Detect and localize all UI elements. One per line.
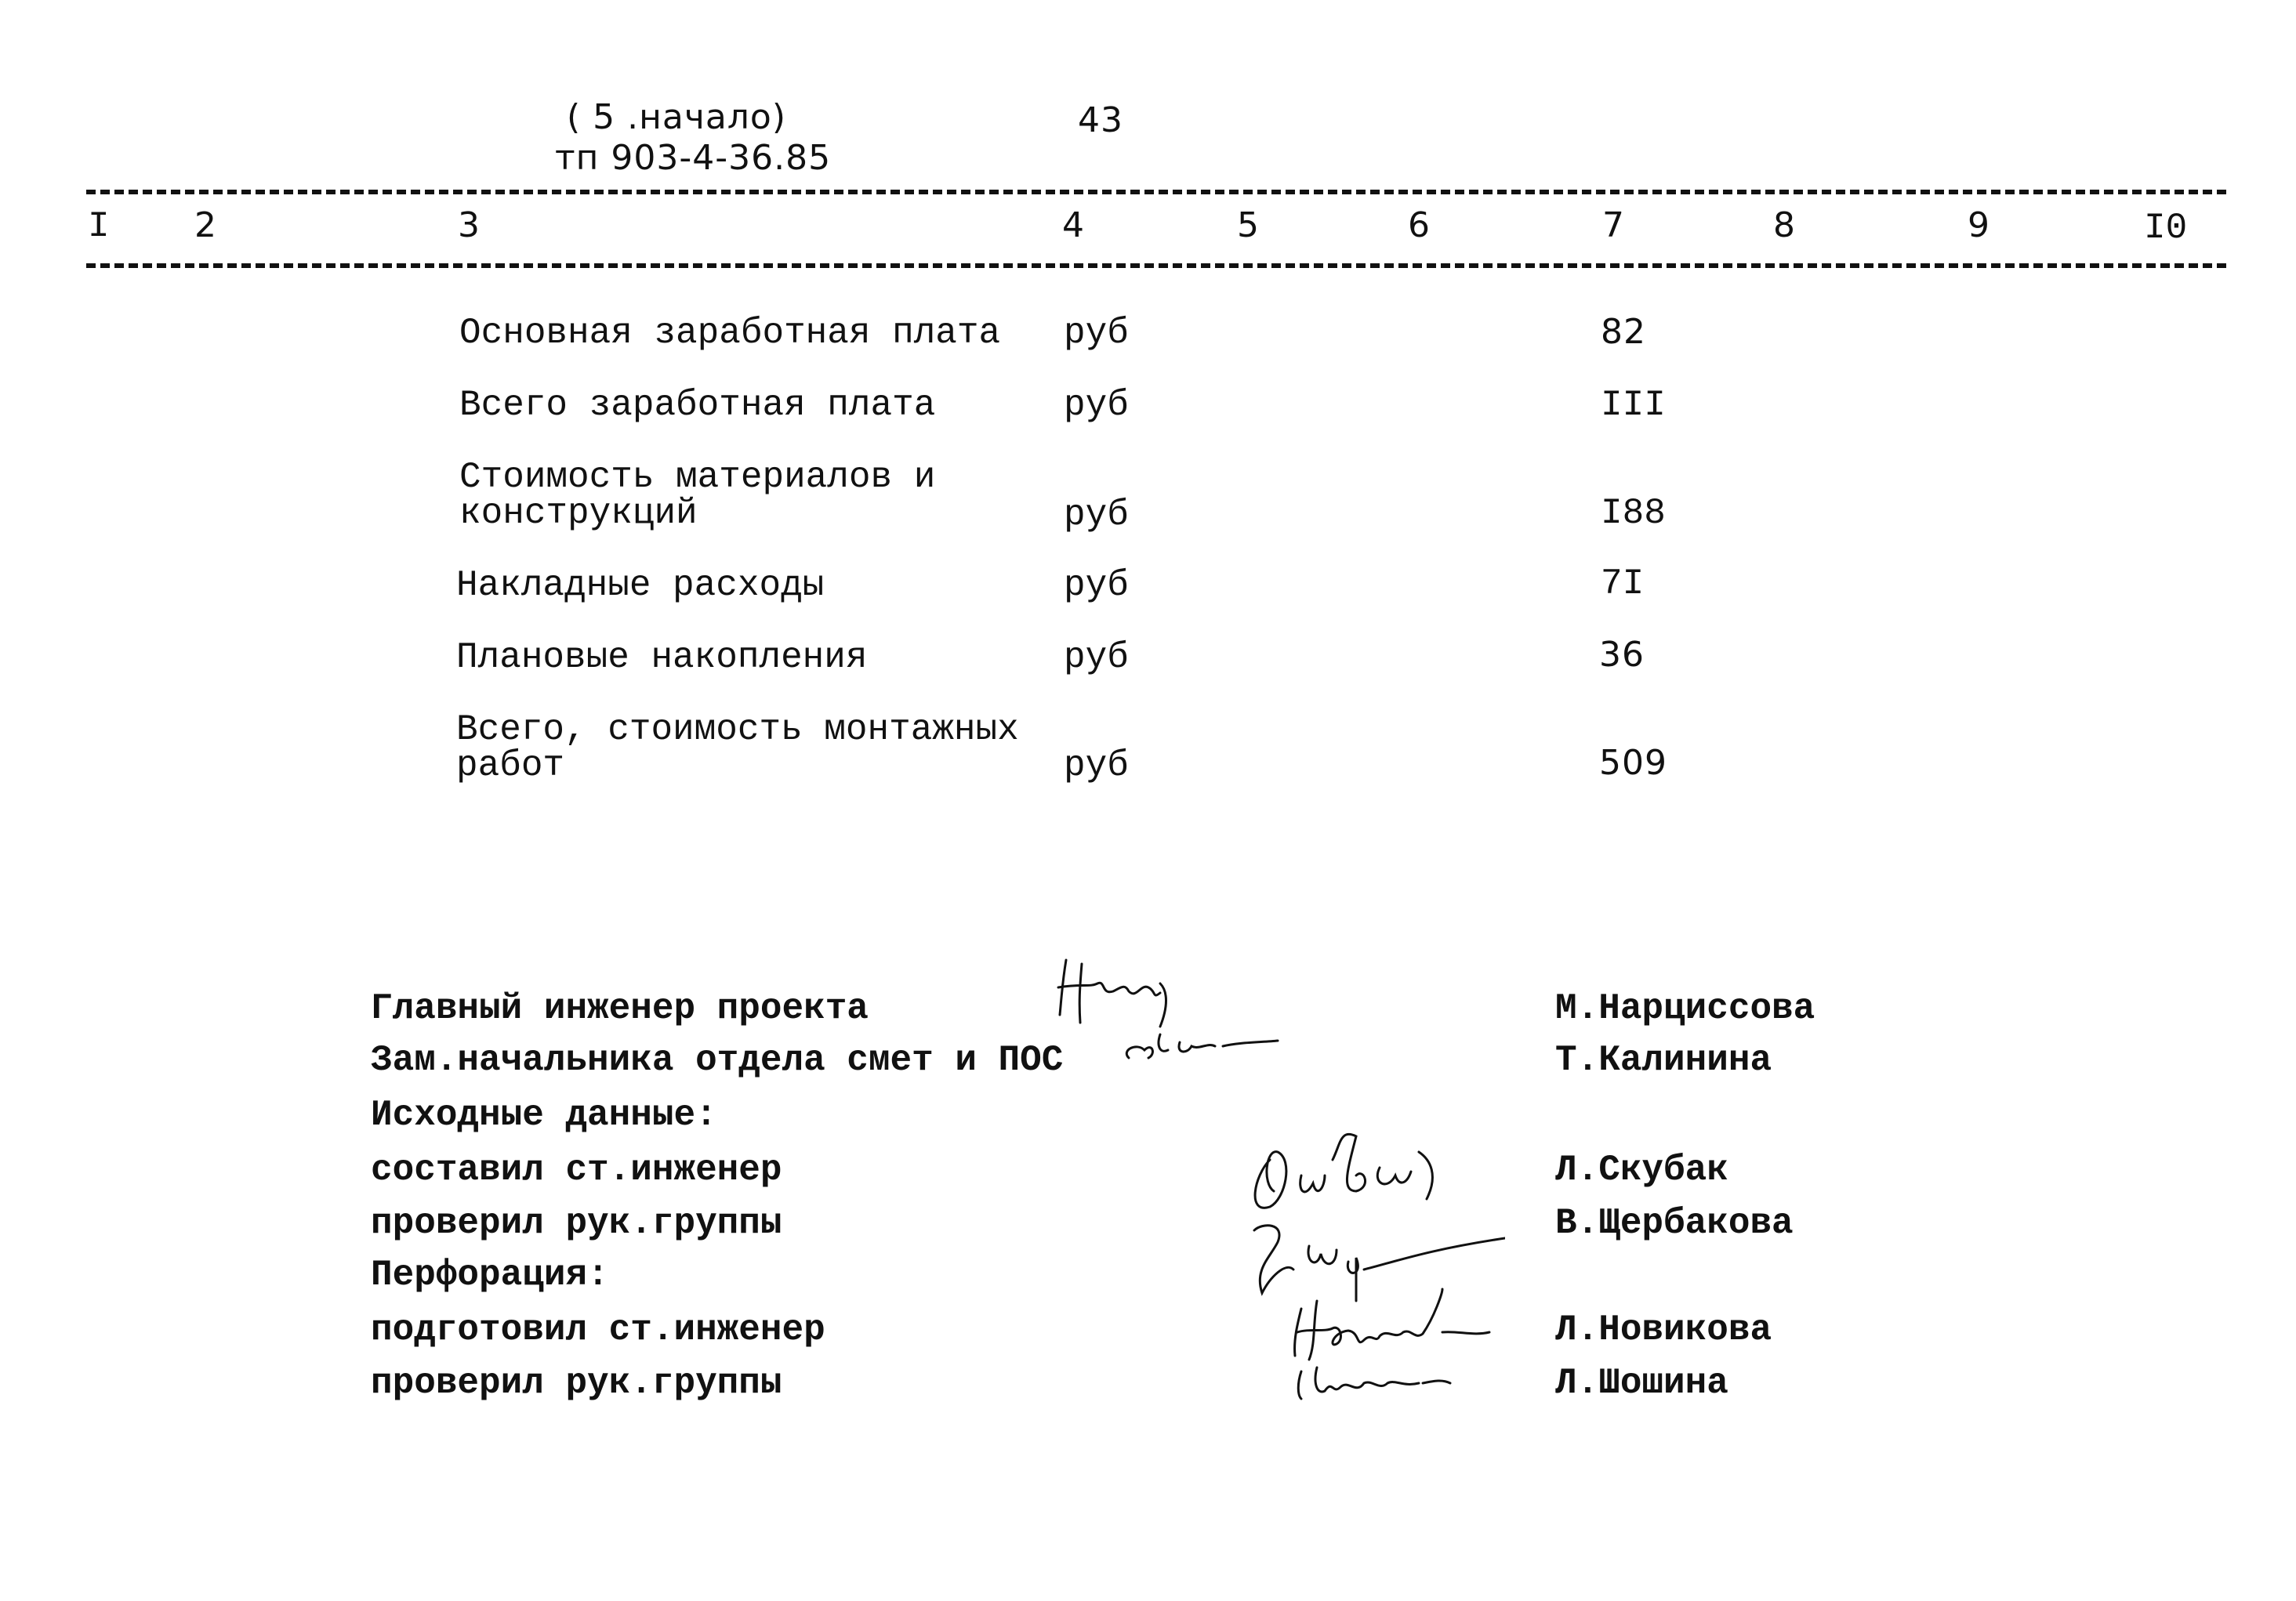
column-number: 7 [1602,205,1625,245]
page-number: 43 [1078,100,1123,140]
row-value: 36 [1599,635,1645,675]
column-number: 3 [458,205,481,245]
signer-name: Л.Новикова [1555,1309,1772,1350]
signer-name: Т.Калинина [1555,1040,1772,1081]
row-name: Стоимость материалов и [459,457,936,498]
signer-role: Зам.начальника отдела смет и ПОС [371,1040,1064,1081]
row-name: Всего, стоимость монтажных [456,709,1019,750]
row-name: Накладные расходы [456,565,825,606]
row-name: Всего заработная плата [459,385,936,426]
handwritten-signature [1286,1285,1552,1403]
section-label: Исходные данные: [371,1095,717,1136]
row-value: I88 [1601,493,1666,534]
section-label: Перфорация: [371,1255,609,1295]
column-number: 4 [1062,205,1085,245]
signer-role: проверил рук.группы [371,1363,782,1404]
column-number: 8 [1773,205,1796,245]
signer-name: Л.Шошина [1555,1363,1728,1404]
row-unit: руб [1064,745,1129,786]
row-name-cont: работ [456,745,565,786]
signer-role: подготовил ст.инженер [371,1309,825,1350]
column-number: 6 [1408,205,1431,245]
column-number: 2 [194,205,217,245]
row-unit: руб [1064,565,1129,606]
table-top-rule [86,190,2226,194]
column-number: I [88,206,110,247]
sheet-note: ( 5 .начало) [567,97,787,137]
handwritten-signature [1113,1019,1286,1066]
row-value: 82 [1601,312,1646,352]
row-unit: руб [1064,494,1129,535]
column-number: I0 [2144,208,2188,248]
signer-role: составил ст.инженер [371,1150,782,1190]
signer-role: проверил рук.группы [371,1203,782,1244]
handwritten-signature [1239,1113,1505,1309]
row-name-cont: конструкций [459,493,698,534]
row-unit: руб [1064,637,1129,678]
project-code: тп 903-4-36.85 [555,138,832,178]
row-unit: руб [1064,313,1129,353]
signer-name: Л.Скубак [1555,1150,1728,1190]
row-value: 509 [1599,743,1667,783]
column-number: 5 [1237,205,1260,245]
row-value: III [1601,385,1666,426]
row-unit: руб [1064,385,1129,426]
row-name: Основная заработная плата [459,313,1001,353]
row-name: Плановые накопления [456,637,868,678]
table-header-rule [86,263,2226,268]
column-number: 9 [1968,205,1990,245]
signer-name: М.Нарциссова [1555,988,1815,1029]
signer-name: В.Щербакова [1555,1203,1794,1244]
row-value: 7I [1601,563,1645,604]
signer-role: Главный инженер проекта [371,988,869,1029]
